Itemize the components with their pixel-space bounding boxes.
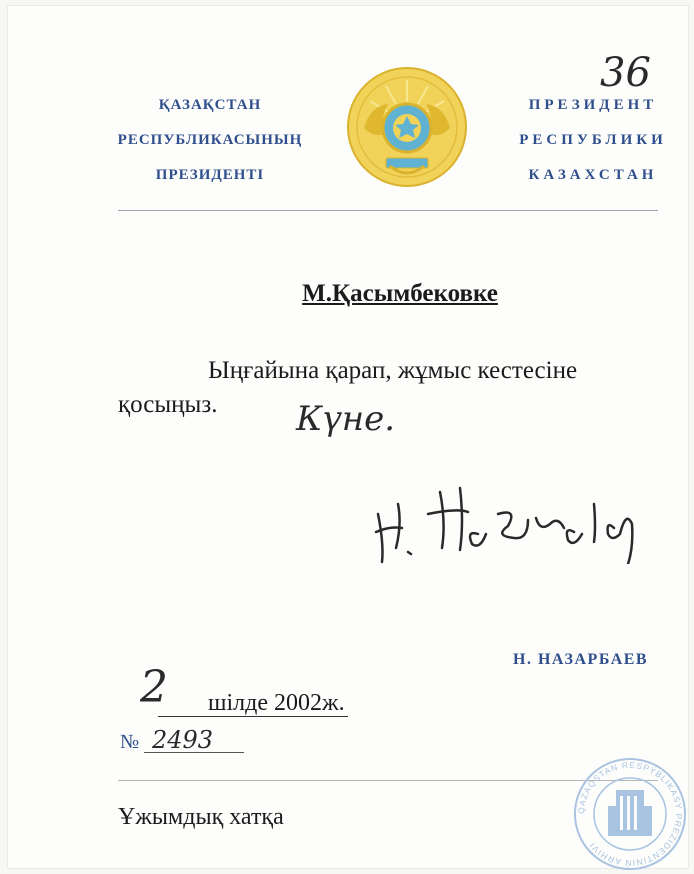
number-value-text: 2493 <box>152 726 214 754</box>
letterhead-russian-line: КАЗАХСТАН <box>528 167 658 183</box>
page-number-handwritten <box>596 44 666 96</box>
handwritten-number <box>148 722 238 754</box>
document-page <box>8 6 688 868</box>
archive-stamp <box>572 756 688 872</box>
state-emblem-icon <box>346 66 468 188</box>
page-number-text: 36 <box>600 50 651 96</box>
recipient: Ұжымдық хатқа <box>118 804 284 830</box>
signature-mark <box>368 474 668 564</box>
handwritten-resolution-text: Күне. <box>296 399 396 439</box>
letterhead-kazakh-line: ПРЕЗИДЕНТІ <box>155 167 265 183</box>
date-month-year: шілде 2002ж. <box>208 690 345 716</box>
letterhead-kazakh-line: ҚАЗАҚСТАН <box>158 97 262 113</box>
handwritten-resolution <box>290 390 430 450</box>
handwritten-date-day <box>128 658 188 712</box>
signatory-name: Н. НАЗАРБАЕВ <box>513 651 649 668</box>
date-day-text: 2 <box>140 662 168 712</box>
header-divider <box>118 210 658 211</box>
addressee: М.Қасымбековке <box>302 280 498 307</box>
letterhead-russian-line: ПРЕЗИДЕНТ <box>528 97 658 113</box>
body-line-1: Ыңғайына қарап, жұмыс кестесіне <box>208 357 578 384</box>
letterhead-kazakh <box>100 88 320 193</box>
letterhead-russian <box>503 88 683 193</box>
stamp-text: QAZAQSTAN RESPÝBLIKASY PREZIDENTINIŃ ARHIVI <box>575 759 685 869</box>
body-line-2: қосыңыз. <box>118 391 218 418</box>
number-label: № <box>120 731 140 753</box>
letterhead-russian-line: РЕСПУБЛИКИ <box>519 132 667 148</box>
letterhead-kazakh-line: РЕСПУБЛИКАСЫНЫҢ <box>117 132 303 148</box>
